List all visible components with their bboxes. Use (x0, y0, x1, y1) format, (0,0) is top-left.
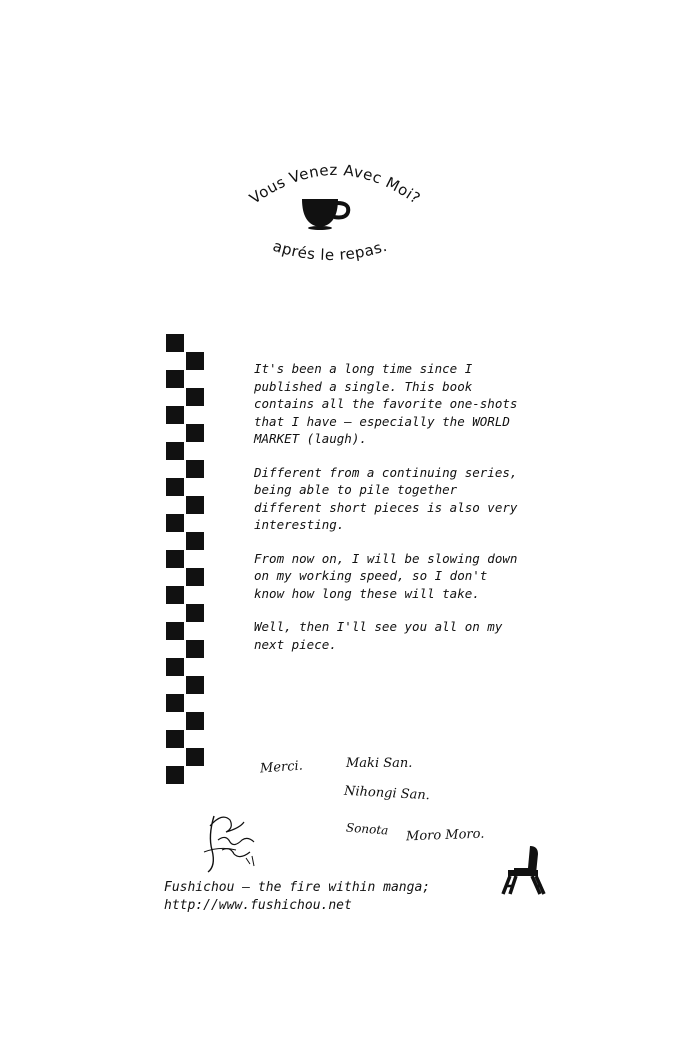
checker-square (166, 658, 184, 676)
checker-square (166, 370, 184, 388)
checker-square (186, 568, 204, 586)
checker-square (166, 730, 184, 748)
checker-square (186, 532, 204, 550)
checker-square (166, 694, 184, 712)
thanks-name-3: Sonota (345, 820, 389, 838)
thanks-name-4: Moro Moro. (405, 826, 485, 845)
checker-square (166, 442, 184, 460)
checker-square (166, 550, 184, 568)
page-subtitle (240, 225, 420, 285)
credit-line: Fushichou – the fire within manga; (164, 880, 431, 895)
checker-square (186, 748, 204, 766)
thanks-name-2: Nihongi San. (343, 783, 431, 804)
checker-square (166, 622, 184, 640)
checker-square (186, 460, 204, 478)
checker-square (186, 676, 204, 694)
thanks-name-1: Maki San. (346, 756, 413, 771)
checker-square (186, 388, 204, 406)
credit-block (164, 879, 430, 915)
checker-square (186, 424, 204, 442)
checker-square (186, 712, 204, 730)
author-note (254, 360, 524, 669)
checkerboard-border (164, 334, 208, 796)
title-text: Vous Venez Avec Moi? (246, 160, 424, 208)
note-paragraph-1: It's been a long time since I published a single. This book contains all the favorite one-shots that I have – especially the WORLD MARKET (laugh). (254, 361, 518, 446)
checker-square (186, 640, 204, 658)
svg-text:aprés le repas. (271, 237, 390, 264)
author-signature (200, 806, 264, 876)
thanks-merci: Merci. (259, 758, 304, 777)
checker-square (166, 334, 184, 352)
note-paragraph-3: From now on, I will be slowing down on my working speed, so I don't know how long these will take. (254, 550, 518, 601)
note-paragraph-4: Well, then I'll see you all on my next piece. (254, 619, 503, 652)
note-paragraph-2: Different from a continuing series, being able to pile together different short pieces is also very interesting. (254, 464, 518, 532)
subtitle-text: aprés le repas. (270, 236, 390, 265)
chair-icon (500, 844, 546, 896)
checker-square (186, 604, 204, 622)
checker-square (166, 766, 184, 784)
checker-square (166, 586, 184, 604)
checker-square (186, 352, 204, 370)
checker-square (186, 496, 204, 514)
credit-url: http://www.fushichou.net (164, 898, 352, 913)
checker-square (166, 406, 184, 424)
checker-square (166, 514, 184, 532)
checker-square (166, 478, 184, 496)
